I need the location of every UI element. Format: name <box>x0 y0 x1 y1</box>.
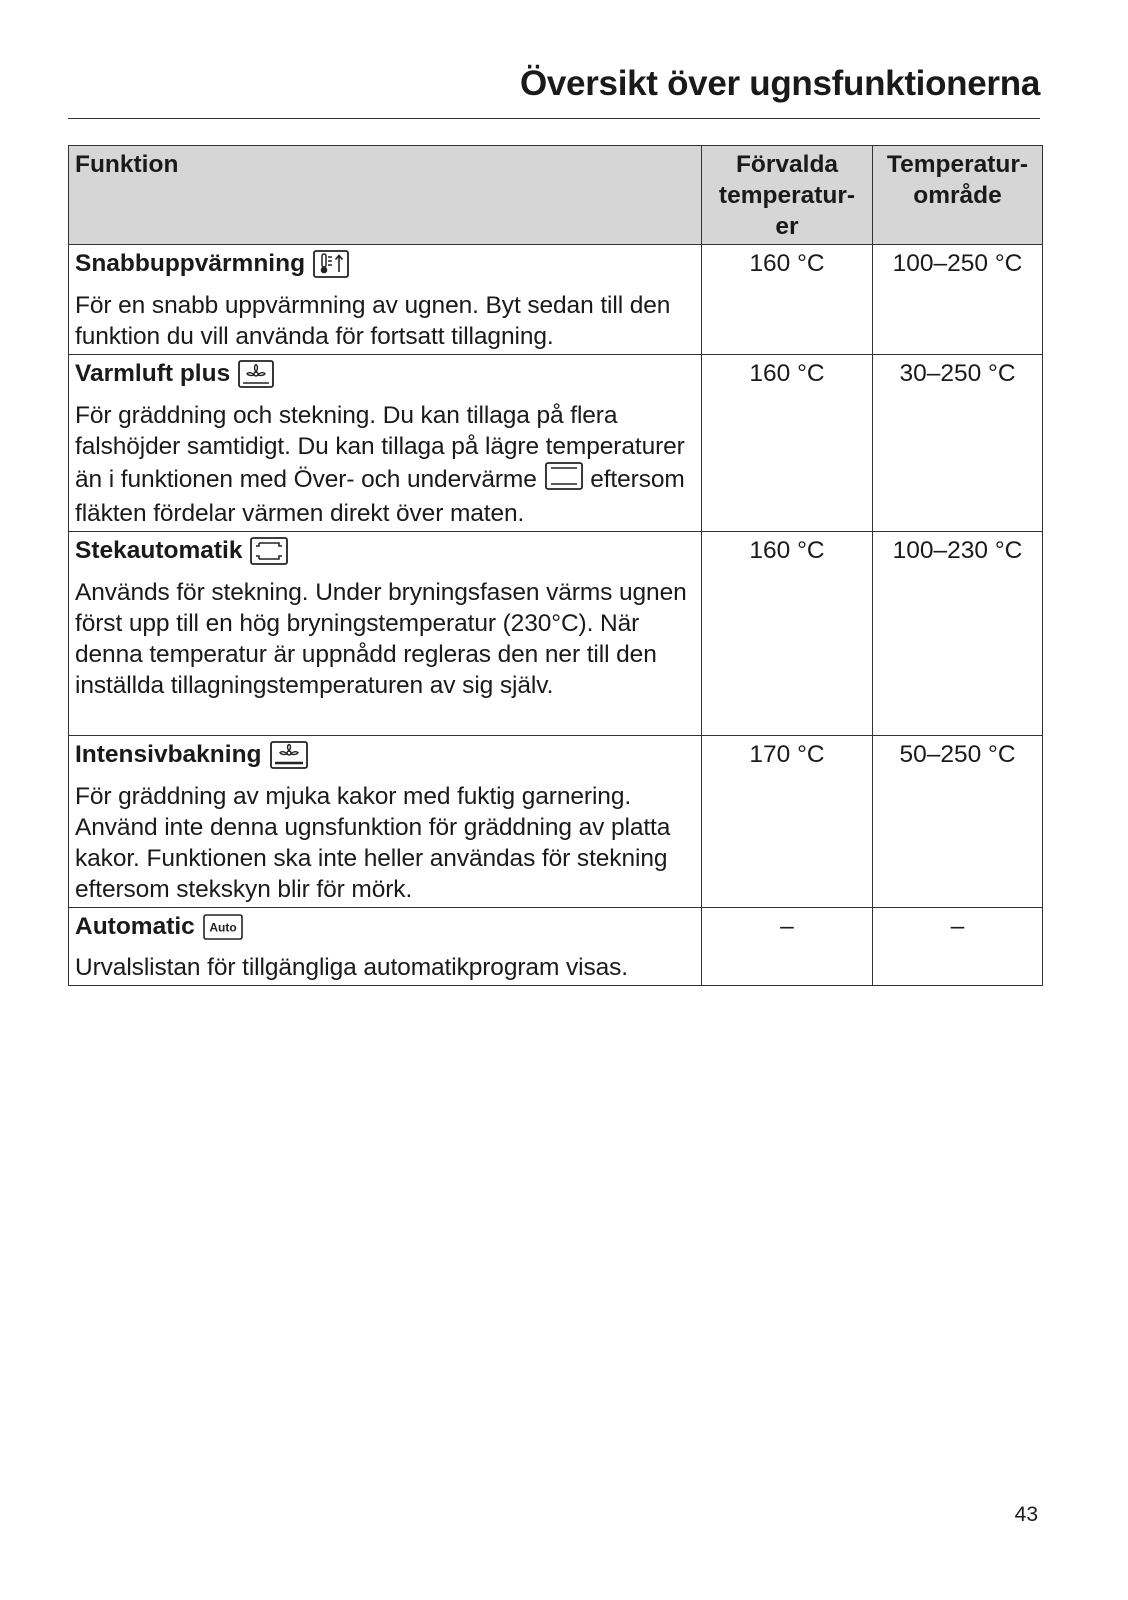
rapid-heat-icon <box>313 250 349 278</box>
function-cell <box>69 245 702 355</box>
header-function: Funktion <box>69 146 702 245</box>
function-cell <box>69 736 702 908</box>
table-header-row <box>69 146 1043 245</box>
temp-range-cell: 30–250 °C <box>873 355 1043 532</box>
page-title: Översikt över ugnsfunktionerna <box>519 64 1040 103</box>
auto-roast-icon <box>250 537 288 565</box>
function-description: Urvalslistan för tillgängliga automatikprogram visas. <box>75 954 628 981</box>
temp-range-cell: 50–250 °C <box>873 736 1043 908</box>
function-name: Automatic <box>75 913 195 940</box>
function-name: Snabbuppvärmning <box>75 250 306 277</box>
function-description <box>75 400 695 529</box>
auto-icon <box>203 914 243 940</box>
header-temp-range: Temperatur- område <box>873 146 1043 245</box>
fan-plus-icon <box>238 360 274 388</box>
function-name-row <box>75 911 695 942</box>
page-number: 43 <box>1014 1503 1038 1526</box>
default-temp-cell: 160 °C <box>702 245 873 355</box>
function-description: För en snabb uppvärmning av ugnen. Byt sedan till den funktion du vill använda för fortsatt tillagning. <box>75 292 671 350</box>
top-bottom-heat-icon <box>545 462 583 498</box>
table-row <box>69 908 1043 986</box>
function-name-row <box>75 358 695 389</box>
default-temp-cell: – <box>702 908 873 986</box>
description-text: eftersom fläkten fördelar värmen direkt över maten. <box>75 466 685 527</box>
intensive-bake-icon <box>270 741 308 769</box>
function-name: Stekautomatik <box>75 537 243 564</box>
page-header <box>68 64 1040 119</box>
table-row <box>69 245 1043 355</box>
header-default-temp: Förvalda temperatur- er <box>702 146 873 245</box>
function-cell <box>69 532 702 736</box>
function-cell <box>69 908 702 986</box>
table-row <box>69 532 1043 736</box>
default-temp-cell: 160 °C <box>702 355 873 532</box>
function-description: Används för stekning. Under bryningsfasen värms ugnen först upp till en hög bryningstemperatur (230°C). När denna temperatur är uppnådd regleras den ner till den inställda tillagningstemperaturen av sig själv. <box>75 579 687 699</box>
function-description: För gräddning av mjuka kakor med fuktig garnering. Använd inte denna ugnsfunktion för gräddning av platta kakor. Funktionen ska inte heller användas för stekning eftersom stekskyn blir för mörk. <box>75 783 671 903</box>
function-cell <box>69 355 702 532</box>
table-row <box>69 736 1043 908</box>
oven-functions-table <box>68 145 1043 986</box>
function-name: Intensivbakning <box>75 741 262 768</box>
function-name: Varmluft plus <box>75 360 231 387</box>
default-temp-cell: 160 °C <box>702 532 873 736</box>
function-name-row <box>75 248 695 279</box>
description-text: För gräddning och stekning. Du kan tillaga på flera falshöjder samtidigt. Du kan tillaga på lägre temperaturer än i funktionen med Över- och undervärme <box>75 402 685 493</box>
function-name-row <box>75 535 695 566</box>
temp-range-cell: – <box>873 908 1043 986</box>
default-temp-cell: 170 °C <box>702 736 873 908</box>
auto-icon-label: Auto <box>209 920 237 934</box>
function-name-row <box>75 739 695 770</box>
temp-range-cell: 100–250 °C <box>873 245 1043 355</box>
temp-range-cell: 100–230 °C <box>873 532 1043 736</box>
table-row <box>69 355 1043 532</box>
